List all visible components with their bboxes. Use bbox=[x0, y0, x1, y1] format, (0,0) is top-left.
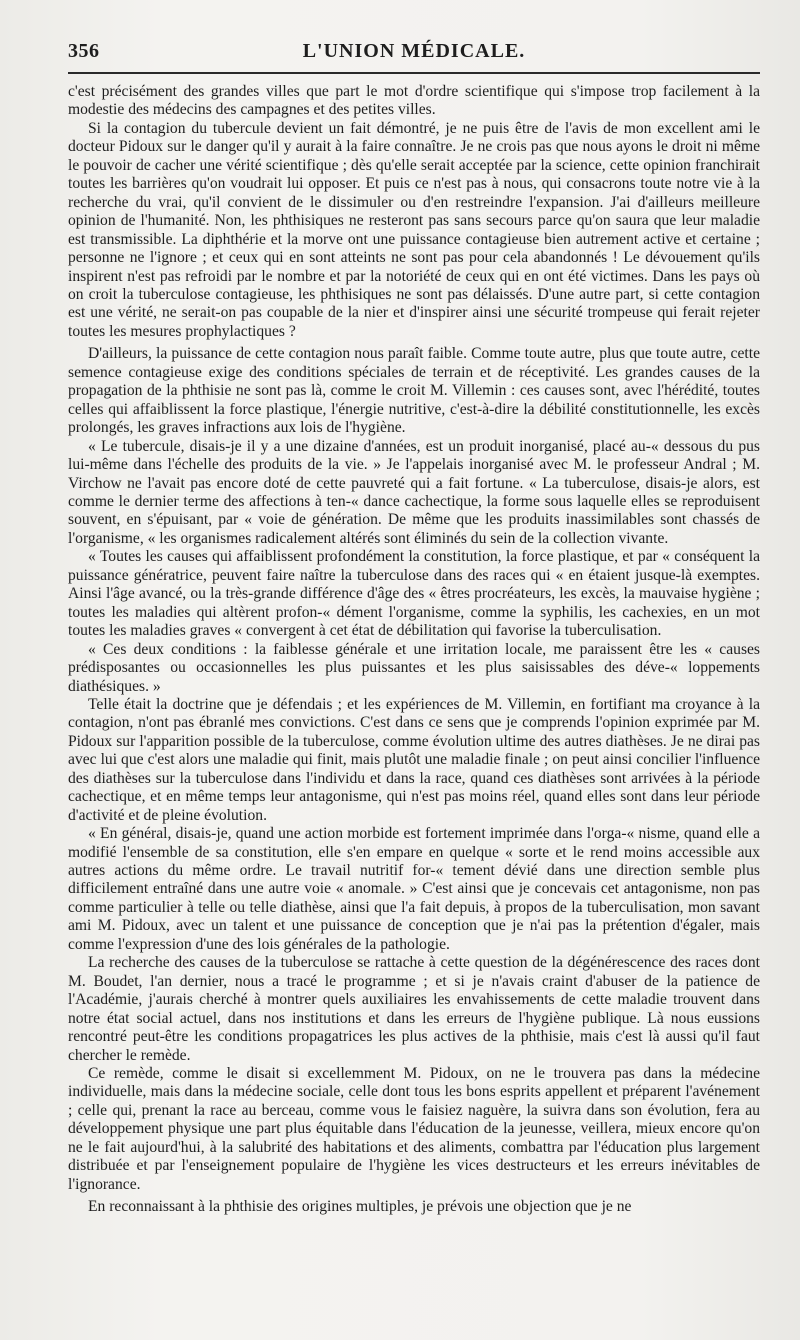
paragraph: D'ailleurs, la puissance de cette contagion nous paraît faible. Comme toute autre, plus que toute autre, cette semence contagieuse exige des conditions spéciales de terrain et de réceptivité. Les grandes causes de la propagation de la phthisie ne sont pas là, comme le croit M. Villemin : ces causes sont, avec l'hérédité, toutes celles qui affaiblissent la force plastique, l'énergie nutritive, c'est-à-dire la débilité constitutionnelle, les excès prolongés, les graves infractions aux lois de l'hygiène. bbox=[68, 345, 760, 437]
paragraph: Si la contagion du tubercule devient un fait démontré, je ne puis être de l'avis de mon excellent ami le docteur Pidoux sur le danger qu'il y aurait à la faire connaître. Je ne crois pas que nous ayons le droit ni même le pouvoir de cacher une vérité scientifique ; dès qu'elle serait acceptée par la science, cette opinion franchirait toutes les barrières qu'on voudrait lui opposer. Et puis ce n'est pas à nous, qui consacrons toute notre vie à la recherche du vrai, qu'il convient de le dissimuler ou d'en restreindre l'expansion. J'ai d'ailleurs meilleure opinion de l'humanité. Non, les phthisiques ne resteront pas sans secours parce qu'on saura que leur maladie est transmissible. La diphthérie et la morve ont une puissance contagieuse bien autrement active et certaine ; personne ne l'ignore ; et ceux qui en sont atteints ne sont pas pour cela abandonnés ! Le dévouement qu'ils inspirent n'est pas refroidi par le nombre et par la notoriété de ceux qui en ont été victimes. Dans les pays où on croit la tuberculose contagieuse, les phthisiques ne sont pas délaissés. D'une autre part, si cette contagion est une vérité, ne serait-on pas coupable de la nier et d'inspirer ainsi une sécurité trompeuse qui ferait rejeter toutes les mesures prophylactiques ? bbox=[68, 119, 760, 340]
paragraph: « Toutes les causes qui affaiblissent profondément la constitution, la force plastique, et par « conséquent la puissance génératrice, peuvent faire naître la tuberculose dans des races qui « en étaient jusque-là exemptes. Ainsi l'âge avancé, ou la très-grande différence d'âge des « êtres procréateurs, les excès, la mauvaise hygiène ; toutes les maladies qui altèrent profon-« dément l'organisme, comme la syphilis, les cachexies, en un mot toutes les maladies graves « convergent à cet état de débilitation qui favorise la tuberculisation. bbox=[68, 548, 760, 640]
paragraph: Ce remède, comme le disait si excellemment M. Pidoux, on ne le trouvera pas dans la médecine individuelle, mais dans la médecine sociale, celle dont tous les bons esprits appellent et préparent l'avénement ; celle qui, prenant la race au berceau, comme vous le faisiez naguère, la suivra dans son évolution, fera au développement physique une part plus équitable dans l'éducation de la jeunesse, veillera, mieux encore qu'on ne le fait aujourd'hui, à la salubrité des habitations et des aliments, combattra par l'éducation plus largement distribuée et par l'enseignement populaire de l'hygiène les vices destructeurs et les erreurs inévitables de l'ignorance. bbox=[68, 1065, 760, 1193]
paragraph: « Ces deux conditions : la faiblesse générale et une irritation locale, me paraissent être les « causes prédisposantes ou occasionnelles les plus puissantes et les plus saisissables des déve-« loppements diathésiques. » bbox=[68, 640, 760, 695]
running-head bbox=[68, 28, 760, 72]
journal-title: L'UNION MÉDICALE. bbox=[302, 40, 526, 62]
paragraph: « En général, disais-je, quand une action morbide est fortement imprimée dans l'orga-« nisme, quand elle a modifié l'ensemble de sa constitution, elle s'en empare en quelque « sorte et le rend moins accessible aux autres actions du même ordre. Le travail nutritif for-« tement dévié dans une direction semble plus difficilement entraîné dans une autre voie « anomale. » C'est ainsi que je concevais cet antagonisme, non pas comme particulier à telle ou telle diathèse, ainsi que l'a fait depuis, à propos de la tuberculisation, mon savant ami M. Pidoux, avec un talent et une puissance de conception que je n'ai pas la prétention d'égaler, mais comme l'expression d'une des lois générales de la pathologie. bbox=[68, 825, 760, 953]
paragraph: c'est précisément des grandes villes que part le mot d'ordre scientifique qui s'impose trop facilement à la modestie des médecins des campagnes et des petites villes. bbox=[68, 83, 760, 119]
paragraph: La recherche des causes de la tuberculose se rattache à cette question de la dégénérescence des races dont M. Boudet, l'an dernier, nous a tracé le programme ; et si je n'avais craint d'abuser de la patience de l'Académie, j'aurais cherché à montrer quels auxiliaires les envahissements de cette maladie trouvent dans notre état social actuel, dans nos institutions et dans les erreurs de l'hygiène publique. Là nous eussions rencontré peut-être les conditions propagatrices les plus actives de la phthisie, mais c'est là aussi qu'il faut chercher le remède. bbox=[68, 954, 760, 1064]
paragraph: Telle était la doctrine que je défendais ; et les expériences de M. Villemin, en fortifiant ma croyance à la contagion, n'ont pas ébranlé mes convictions. C'est dans ce sens que je comprends l'opinion exprimée par M. Pidoux sur l'apparition possible de la tuberculose, comme évolution ultime des autres diathèses. Je ne dirai pas avec lui que c'est alors une maladie qui finit, mais plutôt une maladie finale ; on peut ainsi concilier l'influence des diathèses sur la tuberculose dans l'individu et dans la race, quand ces diathèses sont arrivées à la période cachectique, et en même temps leur antagonisme, qui n'est pas moins réel, quand elles sont dans leur période d'activité et de pleine évolution. bbox=[68, 695, 760, 824]
article-body bbox=[68, 83, 760, 1217]
page-number: 356 bbox=[68, 40, 100, 62]
paragraph: « Le tubercule, disais-je il y a une dizaine d'années, est un produit inorganisé, placé au-« dessous du pus lui-même dans l'échelle des produits de la vie. » Je l'appelais inorganisé avec M. le professeur Andral ; M. Virchow ne l'avait pas encore doté de cette pauvreté qui a fait fortune. « La tuberculose, disais-je alors, est comme le dernier terme des affections à ten-« dance cachectique, la forme sous laquelle elles se reproduisent souvent, en s'épuisant, par « voie de génération. De même que les produits inassimilables sont chassés de l'organisme, « les organismes radicalement altérés sont éliminés du sein de la collection vivante. bbox=[68, 437, 760, 547]
header-rule bbox=[68, 72, 760, 74]
paragraph: En reconnaissant à la phthisie des origines multiples, je prévois une objection que je ne bbox=[88, 1198, 632, 1216]
